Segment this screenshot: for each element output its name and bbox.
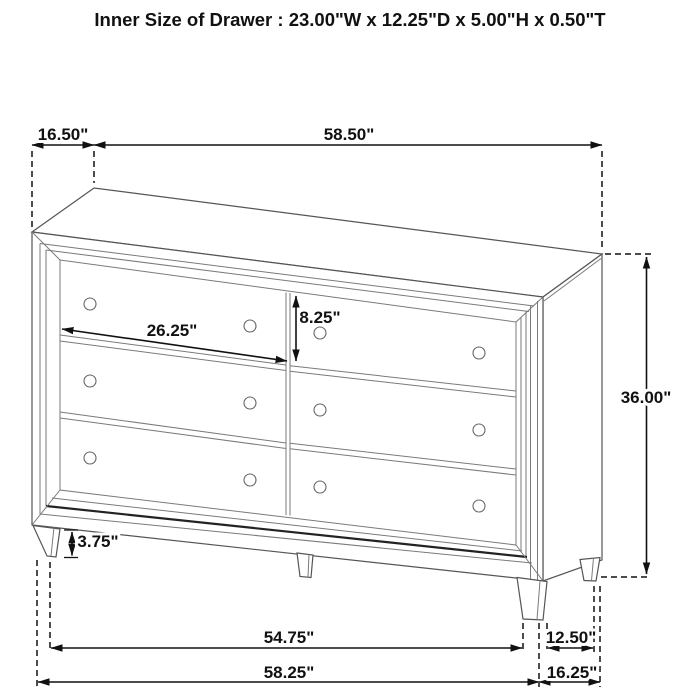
center-front-leg: [297, 553, 313, 578]
dresser-drawing: [32, 188, 602, 620]
dimension-base-clearance: [64, 530, 119, 558]
drawer-knob: [473, 424, 485, 436]
diagram-title: Inner Size of Drawer : 23.00"W x 12.25"D x 5.00"H x 0.50"T: [94, 9, 606, 30]
dim-label-drawer-width: 26.25": [146, 321, 198, 340]
dim-label-bottom-width: 58.25": [263, 663, 315, 682]
drawer-knob: [314, 404, 326, 416]
dim-label-leg-span-width: 54.75": [263, 628, 315, 647]
drawer-knob: [244, 474, 256, 486]
dim-label-top-width: 58.50": [323, 125, 375, 144]
dresser-side-panel: [543, 254, 602, 581]
drawer-knob: [314, 327, 326, 339]
front-right-leg: [517, 578, 547, 621]
dim-label-bottom-depth: 16.25": [546, 663, 598, 682]
drawer-knob: [84, 375, 96, 387]
dimension-leg-span-width: [50, 562, 523, 652]
drawer-knob: [84, 452, 96, 464]
dimension-overall-height: [601, 254, 671, 577]
dim-label-leg-span-depth: 12.50": [545, 628, 597, 647]
dim-label-drawer-height: 8.25": [299, 308, 341, 327]
back-right-leg: [580, 558, 600, 582]
dimension-bottom-width: [37, 560, 539, 687]
drawer-knob: [314, 481, 326, 493]
front-left-leg: [33, 526, 60, 558]
drawer-knob: [244, 320, 256, 332]
drawer-knob: [473, 347, 485, 359]
drawer-knob: [244, 397, 256, 409]
dim-label-top-depth: 16.50": [37, 125, 89, 144]
drawer-knob: [84, 298, 96, 310]
dimension-leg-span-depth: [546, 586, 597, 652]
dim-label-base-clearance: 3.75": [77, 532, 119, 551]
drawer-knob: [473, 500, 485, 512]
dim-label-overall-height: 36.00": [620, 388, 672, 407]
